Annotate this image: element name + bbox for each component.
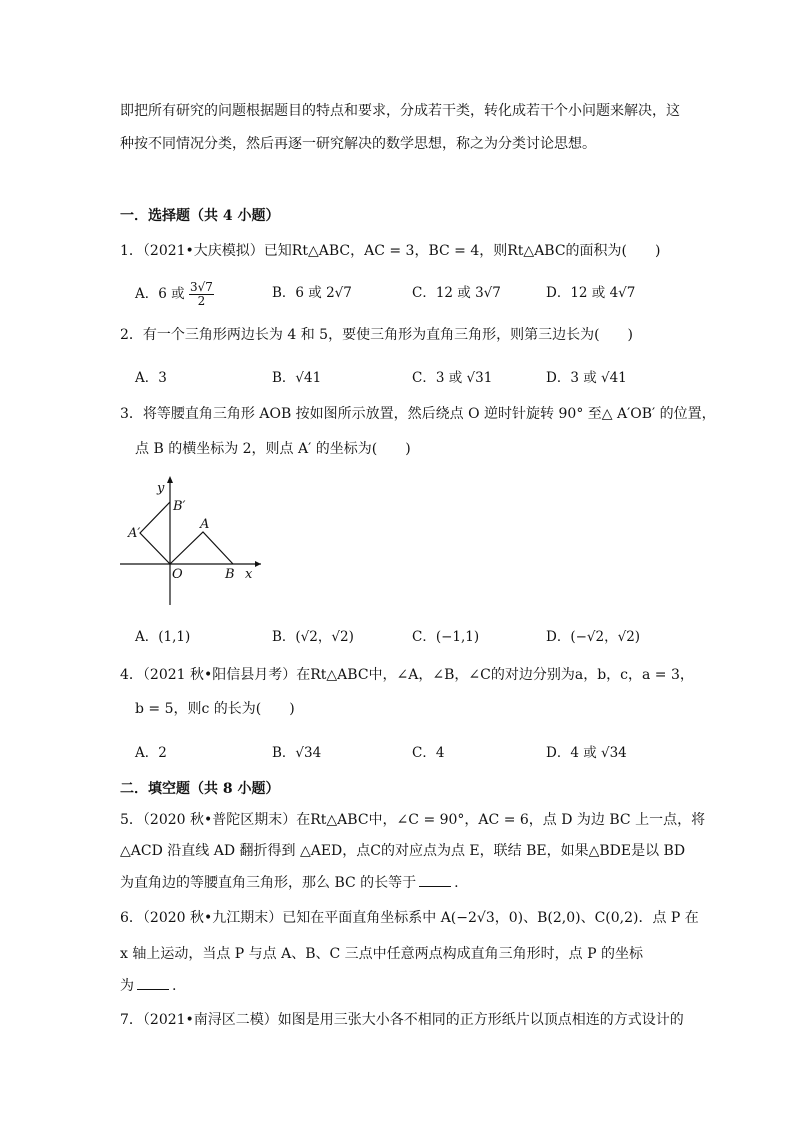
y-axis-arrow xyxy=(167,476,173,483)
q1-option-a-label: A．6 或 xyxy=(135,286,185,302)
section-choice-heading: 一．选择题（共 4 小题） xyxy=(120,208,280,224)
q3-option-a[interactable]: A．(1,1) xyxy=(135,629,191,645)
label-b-prime: B′ xyxy=(173,499,186,514)
q3-option-d[interactable]: D．(−√2，√2) xyxy=(546,629,641,645)
q4-option-b[interactable]: B．√34 xyxy=(272,745,322,761)
q3-stem-line-2: 点 B 的横坐标为 2，则点 A′ 的坐标为( ) xyxy=(135,441,411,457)
q1-option-c[interactable]: C．12 或 3√7 xyxy=(412,285,501,301)
label-o: O xyxy=(172,567,183,582)
q6-answer-blank[interactable] xyxy=(137,977,169,990)
q1-option-a-numerator: 3√7 xyxy=(189,280,213,294)
q5-answer-blank[interactable] xyxy=(419,874,451,887)
section-fill-heading: 二．填空题（共 8 小题） xyxy=(120,781,280,797)
q3-option-c[interactable]: C．(−1,1) xyxy=(412,629,480,645)
q5-line-1: 5．（2020 秋•普陀区期末）在Rt△ABC中，∠C = 90°，AC = 6，点 D 为边 BC 上一点，将 xyxy=(120,812,706,828)
q5-line-3 xyxy=(120,873,459,893)
q5-line-3-text: 为直角边的等腰直角三角形，那么 BC 的长等于 xyxy=(120,875,417,891)
q2-option-c[interactable]: C．3 或 √31 xyxy=(412,370,493,386)
q5-line-3-end: . xyxy=(454,875,459,891)
q6-line-3 xyxy=(120,976,176,996)
q4-option-d[interactable]: D．4 或 √34 xyxy=(546,745,627,761)
q4-stem-line-1: 4．（2021 秋•阳信县月考）在Rt△ABC中，∠A，∠B，∠C的对边分别为a，b，c，a = 3， xyxy=(120,667,694,683)
q1-option-a-fraction xyxy=(189,281,214,308)
q6-line-3-end: . xyxy=(172,978,177,994)
q6-line-2: x 轴上运动，当点 P 与点 A、B、C 三点中任意两点构成直角三角形时，点 P 的坐标 xyxy=(120,946,643,962)
q1-option-a[interactable] xyxy=(135,281,214,308)
label-x: x xyxy=(245,567,253,582)
q1-option-d[interactable]: D．12 或 4√7 xyxy=(546,285,636,301)
intro-line-2: 种按不同情况分类，然后再逐一研究解决的数学思想，称之为分类讨论思想。 xyxy=(120,136,596,152)
q4-option-a[interactable]: A．2 xyxy=(135,745,167,761)
triangle-a-prime-ob-prime xyxy=(140,502,170,564)
q2-option-a[interactable]: A．3 xyxy=(135,370,167,386)
q4-option-c[interactable]: C．4 xyxy=(412,745,445,761)
q1-option-b[interactable]: B．6 或 2√7 xyxy=(272,285,352,301)
q4-stem-line-2: b = 5，则c 的长为( ) xyxy=(135,701,295,717)
q3-coordinate-figure xyxy=(115,472,265,612)
q2-option-b[interactable]: B．√41 xyxy=(272,370,322,386)
q1-option-a-denominator: 2 xyxy=(197,294,206,308)
intro-line-1: 即把所有研究的问题根据题目的特点和要求，分成若干类，转化成若干个小问题来解决，这 xyxy=(120,103,680,119)
q3-option-b[interactable]: B．(√2，√2) xyxy=(272,629,354,645)
q3-stem-line-1: 3．将等腰直角三角形 AOB 按如图所示放置，然后绕点 O 逆时针旋转 90° 至△ A′OB′ 的位置， xyxy=(120,406,716,422)
label-y: y xyxy=(157,481,165,496)
q6-line-1: 6．（2020 秋•九江期末）已知在平面直角坐标系中 A(−2√3，0)、B(2,0)、C(0,2)．点 P 在 xyxy=(120,910,699,926)
q6-line-3-text: 为 xyxy=(120,978,134,994)
label-b: B xyxy=(225,567,235,582)
label-a-prime: A′ xyxy=(128,526,141,541)
q1-stem: 1．（2021•大庆模拟）已知Rt△ABC，AC = 3，BC = 4，则Rt△ABC的面积为( ) xyxy=(120,243,661,259)
q7-line-1: 7．（2021•南浔区二模）如图是用三张大小各不相同的正方形纸片以顶点相连的方式设计的 xyxy=(120,1012,684,1028)
q5-line-2: △ACD 沿直线 AD 翻折得到 △AED，点C的对应点为点 E，联结 BE，如果△BDE是以 BD xyxy=(120,843,686,859)
q2-stem: 2．有一个三角形两边长为 4 和 5，要使三角形为直角三角形，则第三边长为( ) xyxy=(120,327,633,343)
x-axis-arrow xyxy=(255,561,261,567)
label-a: A xyxy=(200,517,210,532)
triangle-aob xyxy=(170,532,233,564)
q2-option-d[interactable]: D．3 或 √41 xyxy=(546,370,627,386)
